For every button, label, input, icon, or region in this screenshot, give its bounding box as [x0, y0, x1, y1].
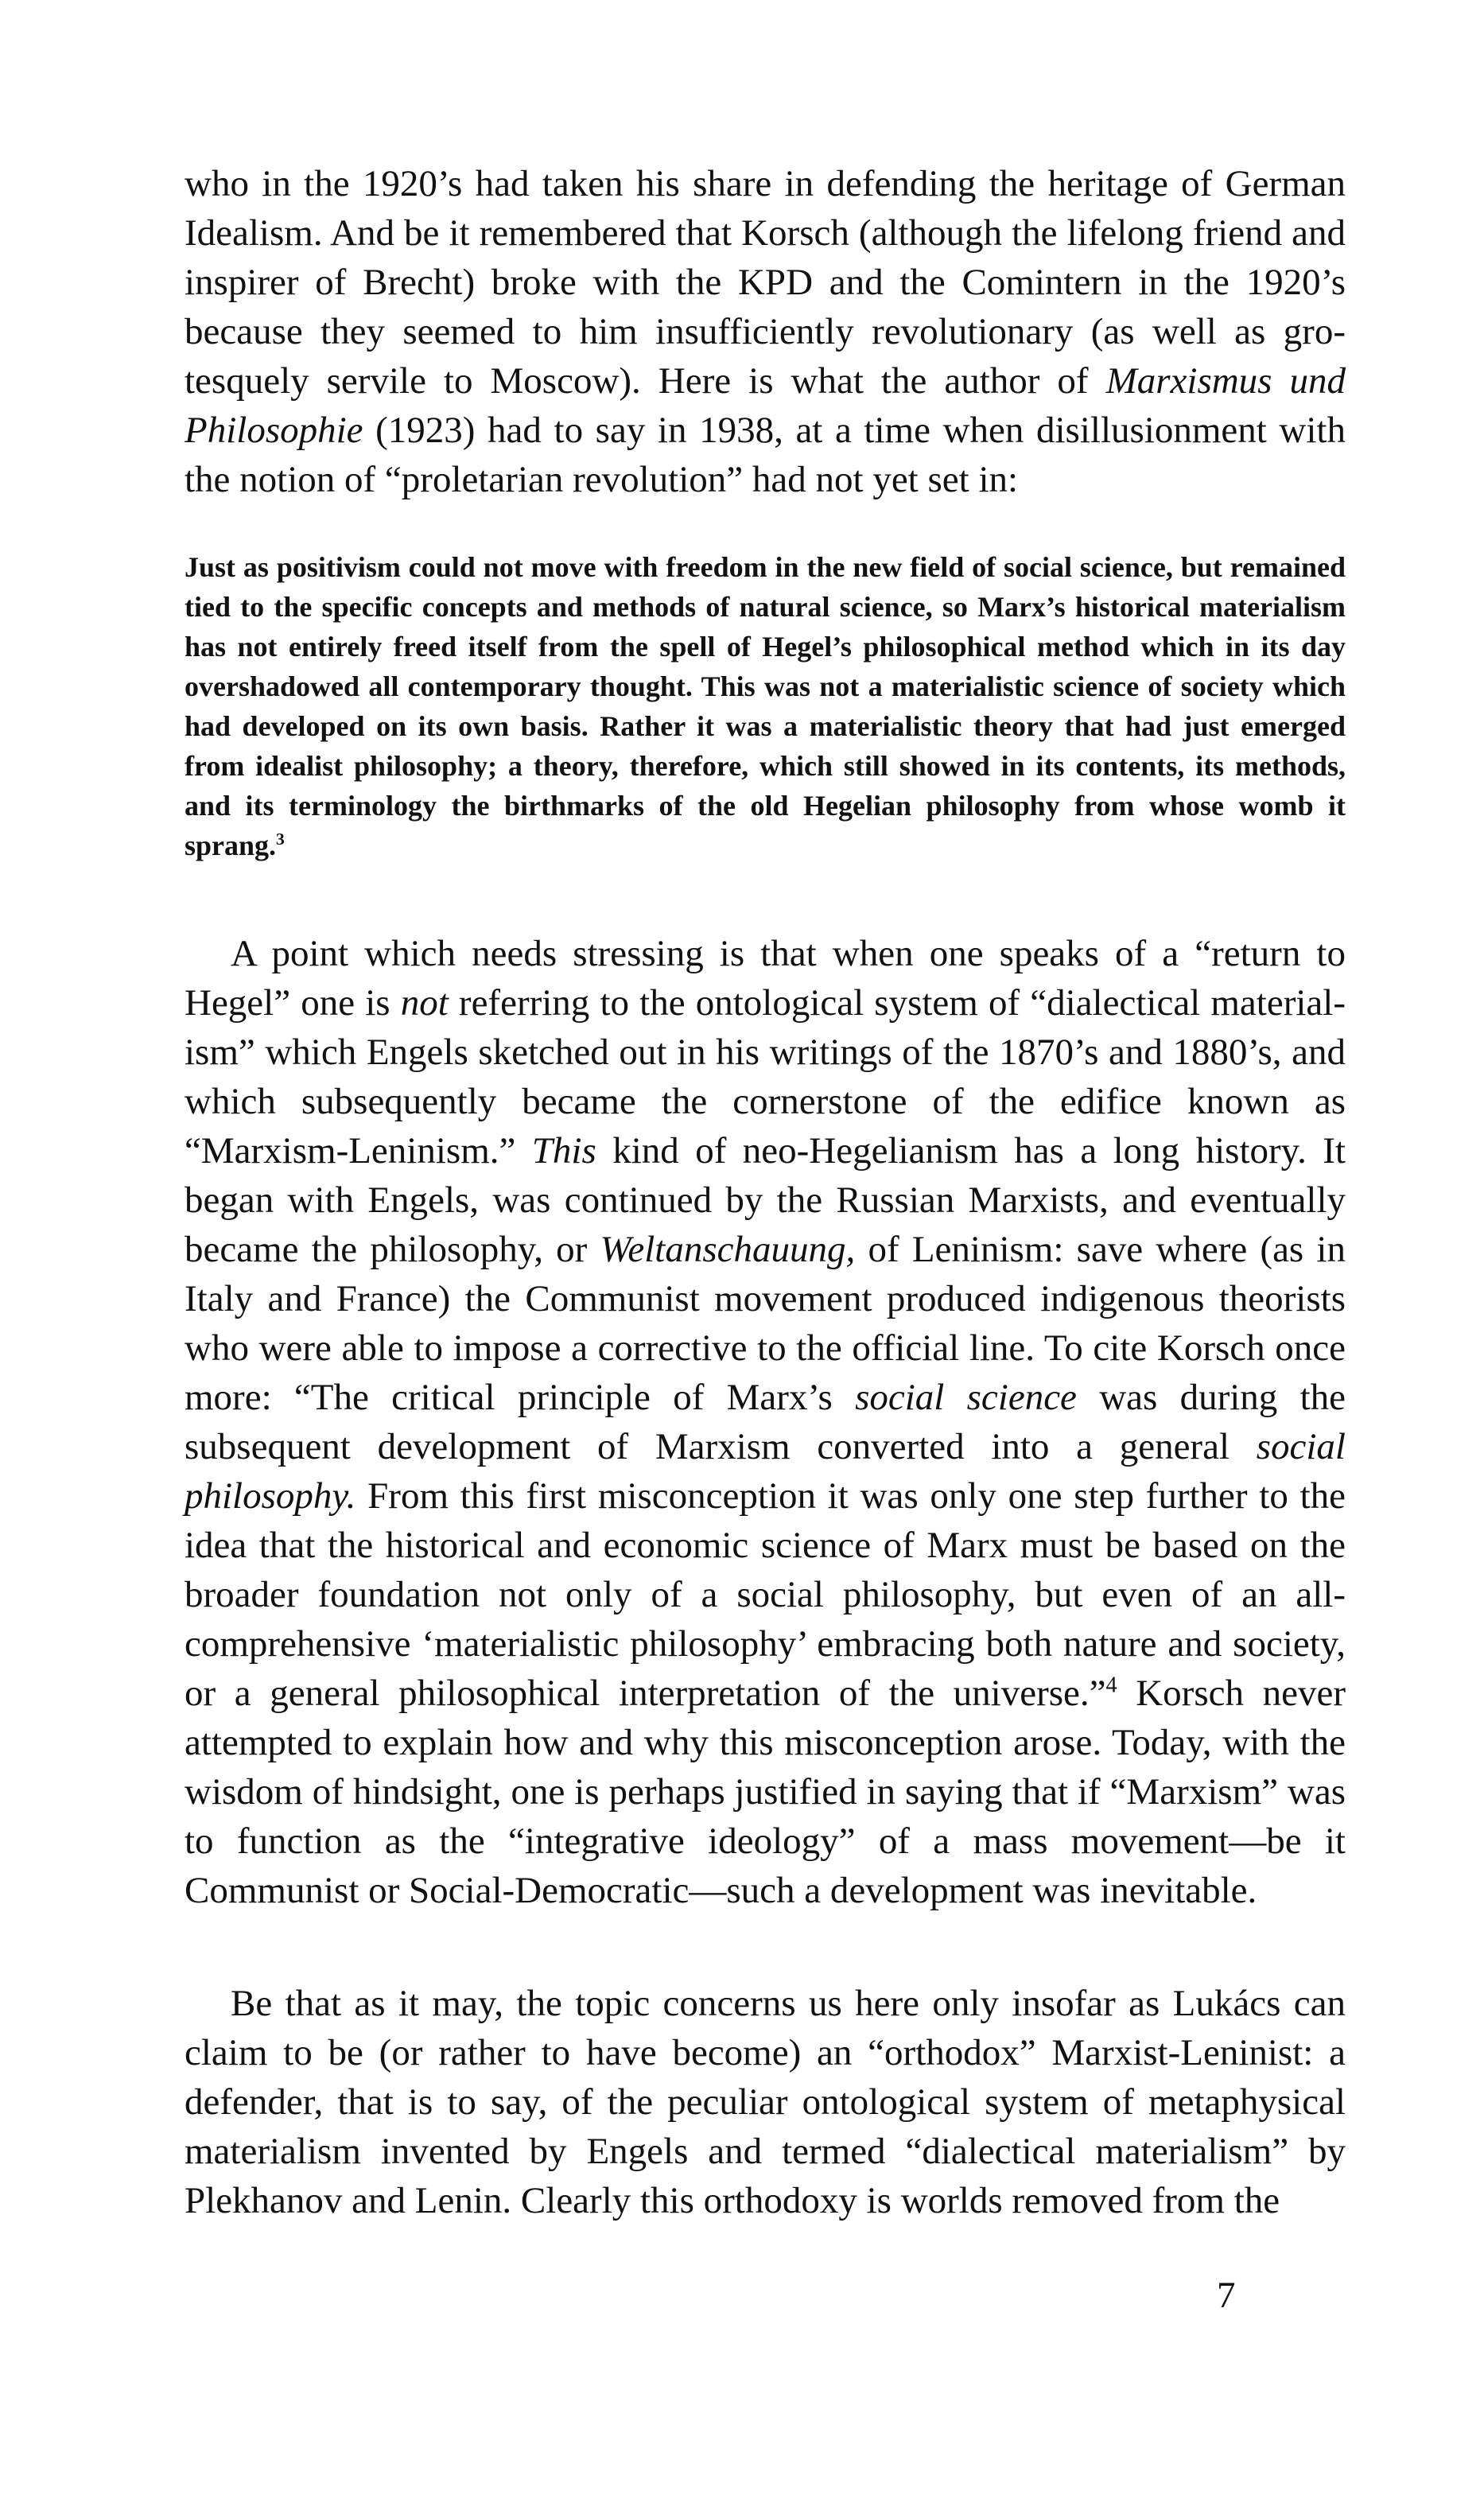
paragraph-text: of Leninism: save where (as in Italy and France) the Communist movement produced indigenous theorists who were able to impose a corrective to the official line. To cite Korsch once more: “The critical principle of Marx’s [185, 1229, 1346, 1418]
book-title: Marxismus und Philosophie [185, 360, 1346, 451]
paragraph-text: Be that as it may, the topic concerns us here only insofar as Lukács can claim to be (or rather to have become) an “orthodox” Marxist-Leninist: a defender, that is to say, of the peculiar ontological system of metaphysical materialism invented by Engels and termed “dialectical materialism” by Plekhanov and Lenin. Clearly this orthodoxy is worlds removed from the [185, 1983, 1346, 2221]
paragraph-text: From this first misconception it was only one step further to the idea that the historical and economic science of Marx must be based on the broader foundation not only of a social philosophy, but even of an all-comprehensive ‘materialistic philosophy’ embracing both nature and society, or a general philosophical interpretation of the universe.” [185, 1475, 1346, 1714]
page-number: 7 [1217, 2275, 1236, 2316]
paragraph-text: referring to the ontological system of “dialectical materialism” which Engels sketched out in his writings of the 1870’s and 1880’s, and which subsequently became the cornerstone of the edifice known as “Marxism-Leninism.” [185, 982, 1346, 1172]
paragraph-text: (1923) had to say in 1938, at a time when disillusionment with the notion of “proletarian revolution” had not yet set in: [185, 410, 1346, 500]
emphasis-social-philosophy: social philosophy. [185, 1426, 1346, 1517]
paragraph-lukacs [185, 1979, 1346, 2225]
emphasis-not: not [400, 982, 449, 1024]
emphasis-this: This [531, 1130, 596, 1172]
footnote-marker: 4 [1105, 1673, 1117, 1698]
paragraph-text: who in the 1920’s had taken his share in defending the heritage of German Idealism. And be it remembered that Korsch (although the lifelong friend and inspirer of Brecht) broke with the KPD and the Comintern in the 1920’s because they seemed to him insufficiently revolutionary (as well as grotesquely servile to Moscow). Here is what the author of [185, 163, 1346, 402]
quote-text: Just as positivism could not move with freedom in the new field of social science, but remained tied to the specific concepts and methods of natural science, so Marx’s historical materialism has not entirely freed itself from the spell of Hegel’s philosophical method which in its day overshadowed all contemporary thought. This was not a materialistic science of society which had developed on its own basis. Rather it was a materialistic theory that had just emerged from idealist philosophy; a theory, therefore, which still showed in its contents, its methods, and its terminology the birthmarks of the old Hegelian philosophy from whose womb it sprang. [185, 551, 1346, 861]
paragraph-text: kind of neo-Hegelianism has a long history. It began with Engels, was continued by the Russian Marxists, and eventually became the philosophy, or [185, 1130, 1346, 1270]
paragraph-text: was during the subsequent development of Marxism converted into a general [185, 1377, 1346, 1467]
paragraph-text: A point which needs stressing is that when one speaks of a “return to Hegel” one is [185, 933, 1346, 1024]
paragraph-text: Korsch never attempted to explain how and why this misconception arose. Today, with the wisdom of hindsight, one is perhaps justified in saying that if “Marxism” was to function as the “integrative ideology” of a mass movement—be it Communist or Social-Democratic—such a development was inevitable. [185, 1673, 1346, 1911]
emphasis-weltanschauung: Weltanschauung, [600, 1229, 856, 1270]
paragraph-opening [185, 159, 1346, 504]
paragraph-hegel-return [185, 929, 1346, 1915]
block-quote [185, 547, 1346, 865]
emphasis-social-science: social science [855, 1377, 1077, 1418]
footnote-marker: 3 [276, 830, 285, 849]
